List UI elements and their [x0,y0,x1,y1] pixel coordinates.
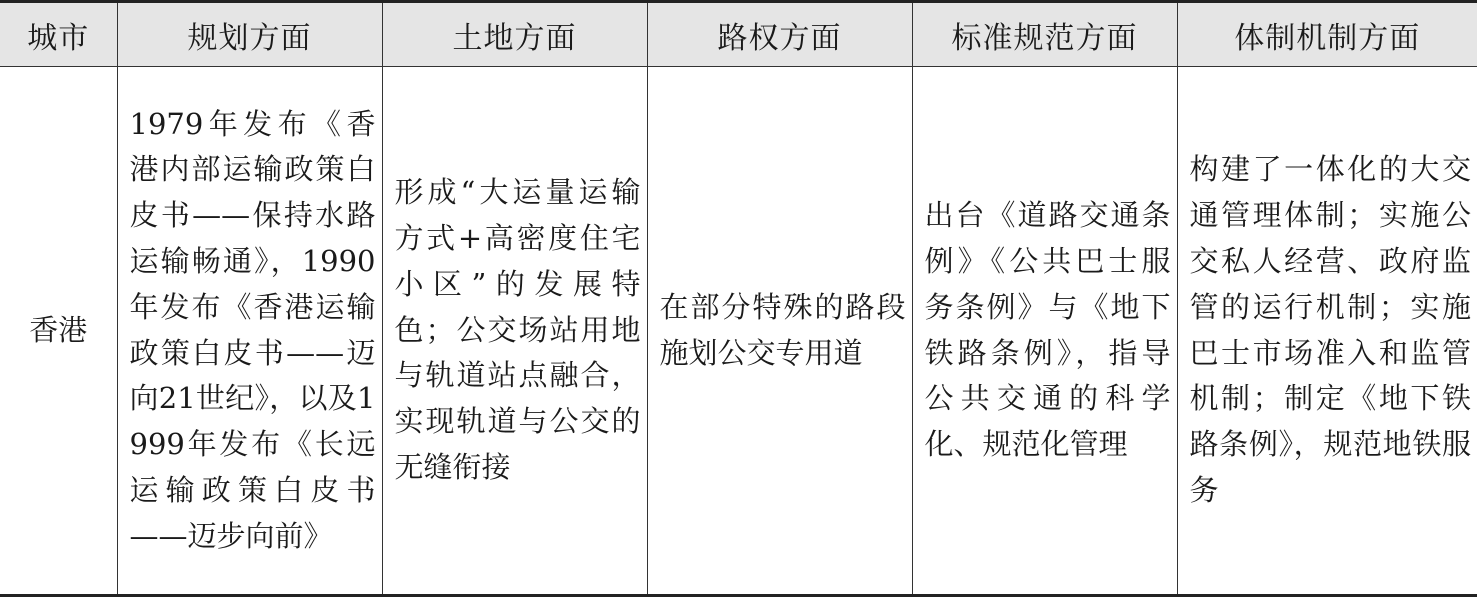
header-standards: 标准规范方面 [912,2,1177,67]
cell-standards [912,67,1177,596]
header-institutions: 体制机制方面 [1177,2,1477,67]
cell-institutions-text: 构建了一体化的大交通管理体制；实施公交私人经营、政府监管的运行机制；实施巴士市场准入和监管机制；制定《地下铁路条例》，规范地铁服务 [1189,152,1471,507]
cell-planning [117,67,382,596]
cell-land-text: 形成“大运量运输方式+高密度住宅小区”的发展特色；公交场站用地与轨道站点融合，实现轨道与公交的无缝衔接 [394,175,641,484]
header-planning: 规划方面 [117,2,382,67]
cell-right-of-way-text: 在部分特殊的路段施划公交专用道 [659,289,906,370]
table-row [0,67,1477,596]
table-body [0,67,1477,596]
table-header [0,2,1477,67]
header-city: 城市 [0,2,117,67]
cell-right-of-way [647,67,912,596]
cell-institutions [1177,67,1477,596]
cell-standards-text: 出台《道路交通条例》《公共巴士服务条例》与《地下铁路条例》，指导公共交通的科学化、规范化管理 [924,198,1171,462]
cell-land [382,67,647,596]
header-right-of-way: 路权方面 [647,2,912,67]
cell-planning-text: 1979年发布《香港内部运输政策白皮书——保持水路运输畅通》，1990年发布《香港运输政策白皮书——迈向21世纪》，以及1999年发布《长远运输政策白皮书——迈步向前》 [129,106,376,553]
cell-city-text: 香港 [29,312,88,347]
cell-city [0,67,117,596]
header-land: 土地方面 [382,2,647,67]
header-row [0,2,1477,67]
